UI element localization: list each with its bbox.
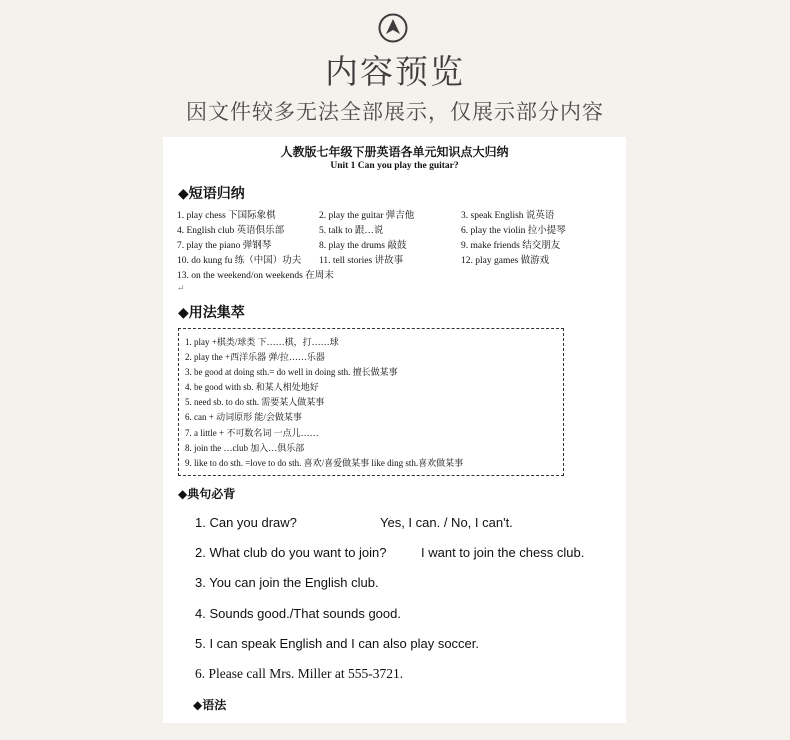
usage-item: 3. be good at doing sth.= do well in doing sth. 擅长做某事 xyxy=(185,367,398,377)
document-subtitle: Unit 1 Can you play the guitar? xyxy=(330,161,459,171)
page-title: 内容预览 xyxy=(325,52,465,91)
document-preview xyxy=(163,137,626,723)
usage-item: 7. a little + 不可数名词 一点儿…… xyxy=(185,428,319,438)
vocab-item: 13. on the weekend/on weekends 在周末 xyxy=(177,271,334,281)
vocab-item: 5. talk to 跟…说 xyxy=(319,226,384,236)
vocab-heading: ◆短语归纳 xyxy=(178,186,245,202)
usage-item: 8. join the …club 加入…俱乐部 xyxy=(185,443,305,453)
vocab-item: 4. English club 英语俱乐部 xyxy=(177,226,285,236)
sentence-question: 5. I can speak English and I can also play soccer. xyxy=(195,636,480,651)
sentence-question: 3. You can join the English club. xyxy=(195,575,379,590)
sentence-question: 2. What club do you want to join? xyxy=(195,545,387,560)
grammar-heading: ◆语法 xyxy=(193,698,227,712)
vocab-item: 1. play chess 下国际象棋 xyxy=(177,211,276,221)
vocab-item: 12. play games 做游戏 xyxy=(461,256,550,266)
document-title: 人教版七年级下册英语各单元知识点大归纳 xyxy=(280,145,509,159)
usage-heading: ◆用法集萃 xyxy=(178,305,245,321)
sentence-question: 6. Please call Mrs. Miller at 555-3721. xyxy=(195,666,404,681)
usage-item: 2. play the +西洋乐器 弹/拉……乐器 xyxy=(185,352,325,362)
vocab-item: 11. tell stories 讲故事 xyxy=(319,256,404,266)
usage-item: 9. like to do sth. =love to do sth. 喜欢/喜爱做某事 like ding sth.喜欢做某事 xyxy=(185,458,464,468)
paragraph-mark: ↵ xyxy=(177,283,185,293)
usage-item: 4. be good with sb. 和某人相处地好 xyxy=(185,382,319,392)
usage-item: 5. need sb. to do sth. 需要某人做某事 xyxy=(185,397,325,407)
vocab-item: 10. do kung fu 练（中国）功夫 xyxy=(177,256,302,266)
logo-icon xyxy=(378,13,408,43)
sentence-question: 4. Sounds good./That sounds good. xyxy=(195,606,401,621)
vocab-item: 7. play the piano 弹钢琴 xyxy=(177,241,272,251)
sentence-question: 1. Can you draw? xyxy=(195,515,297,530)
vocab-item: 9. make friends 结交朋友 xyxy=(461,241,561,251)
usage-item: 1. play +棋类/球类 下……棋，打……球 xyxy=(185,337,339,347)
vocab-item: 6. play the violin 拉小提琴 xyxy=(461,226,566,236)
sentence-heading: ◆典句必背 xyxy=(178,487,236,501)
sentence-answer: I want to join the chess club. xyxy=(421,545,585,560)
usage-item: 6. can + 动词原形 能/会做某事 xyxy=(185,412,302,422)
page-subtitle: 因文件较多无法全部展示，仅展示部分内容 xyxy=(186,100,604,124)
vocab-item: 8. play the drums 敲鼓 xyxy=(319,241,407,251)
sentence-answer: Yes, I can. / No, I can't. xyxy=(380,515,513,530)
vocab-item: 2. play the guitar 弹吉他 xyxy=(319,211,415,221)
vocab-item: 3. speak English 说英语 xyxy=(461,211,555,221)
